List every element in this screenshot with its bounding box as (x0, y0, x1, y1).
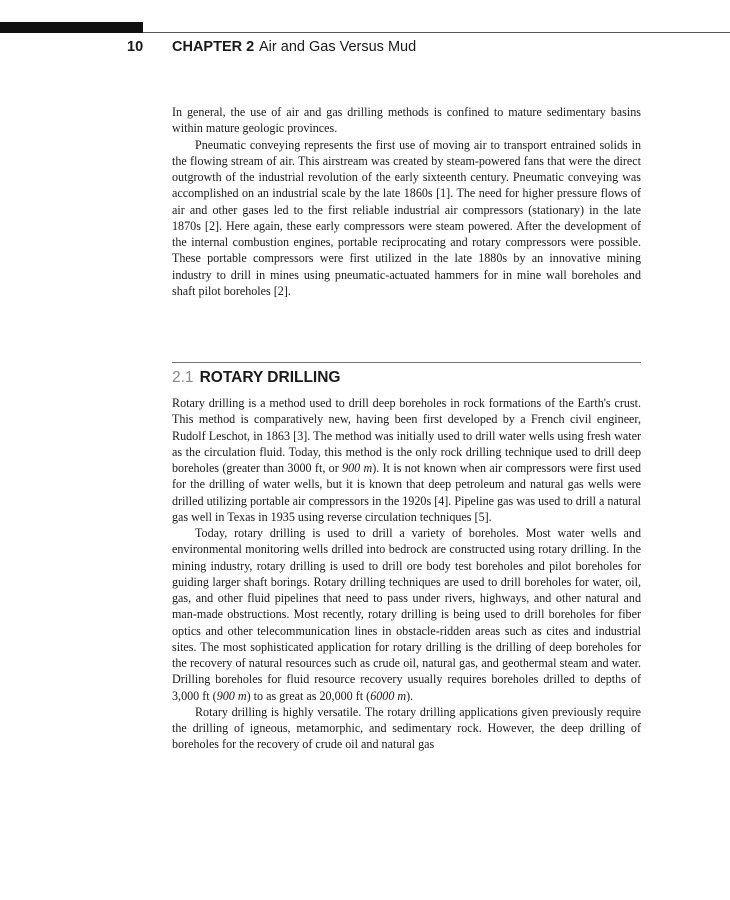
section-rule (172, 362, 641, 363)
paragraph: Today, rotary drilling is used to drill a variety of boreholes. Most water wells and environmental monitoring wells drilled into bedrock are constructed using rotary drilling. In the mining industry, rotary drilling is used to drill ore body test boreholes and pilot boreholes for guiding larger shaft borings. Rotary drilling techniques are used to drill boreholes for water, oil, gas, and other fluid pipelines that need to pass under rivers, highways, and other natural and man-made obstructions. Most recently, rotary drilling is being used to drill boreholes for fiber optics and other telecommunication lines in obstacle-ridden areas such as cites and industrial sites. The most sophisticated application for rotary drilling is the drilling of deep boreholes for the recovery of natural resources such as crude oil, natural gas, and geothermal steam and water. Drilling boreholes for fluid resource recovery usually requires boreholes drilled to depths of 3,000 ft (900 m) to as great as 20,000 ft (6000 m). (172, 526, 641, 703)
paragraph: In general, the use of air and gas drilling methods is confined to mature sedimentary basins within mature geologic provinces. (172, 105, 641, 136)
section-number: 2.1 (172, 369, 194, 386)
page-number: 10 (127, 39, 144, 55)
section-text (172, 395, 641, 753)
section-heading (172, 369, 341, 387)
paragraph: Pneumatic conveying represents the first use of moving air to transport entrained solids in the flowing stream of air. This airstream was created by steam-powered fans that were the direct outgrowth of the industrial revolution of the early sixteenth century. Pneumatic conveying was accomplished on an industrial scale by the late 1860s [1]. The need for higher pressure flows of air and other gases led to the first reliable industrial air compressors (stationary) in the late 1870s [2]. Here again, these early compressors were steam powered. After the development of the internal combustion engines, portable reciprocating and rotary compressors were possible. These portable compressors were first utilized in the late 1880s by an innovative mining industry to drill in mines using pneumatic-actuated hammers for in mine wall boreholes and shaft pilot boreholes [2]. (172, 137, 641, 298)
header-rule (143, 32, 730, 33)
chapter-title: Air and Gas Versus Mud (259, 39, 417, 55)
paragraph: Rotary drilling is highly versatile. The rotary drilling applications given previously require the drilling of igneous, metamorphic, and sedimentary rock. However, the deep drilling of boreholes for the recovery of crude oil and natural gas (172, 704, 641, 752)
section-title: ROTARY DRILLING (199, 369, 341, 386)
intro-text (172, 104, 641, 299)
header-bar (0, 22, 143, 33)
chapter-label: CHAPTER 2 (172, 39, 255, 55)
running-header (0, 39, 730, 59)
paragraph: Rotary drilling is a method used to drill deep boreholes in rock formations of the Earth's crust. This method is comparatively new, having been first developed by a French civil engineer, Rudolf Leschot, in 1863 [3]. The method was initially used to drill water wells using fresh water as the circulation fluid. Today, this method is the only rock drilling technique used to drill deep boreholes (greater than 3000 ft, or 900 m). It is not known when air compressors were first used for the drilling of water wells, but it is known that deep petroleum and natural gas wells were drilled utilizing portable air compressors in the 1920s [4]. Pipeline gas was used to drill a natural gas well in Texas in 1935 using reverse circulation techniques [5]. (172, 396, 641, 524)
